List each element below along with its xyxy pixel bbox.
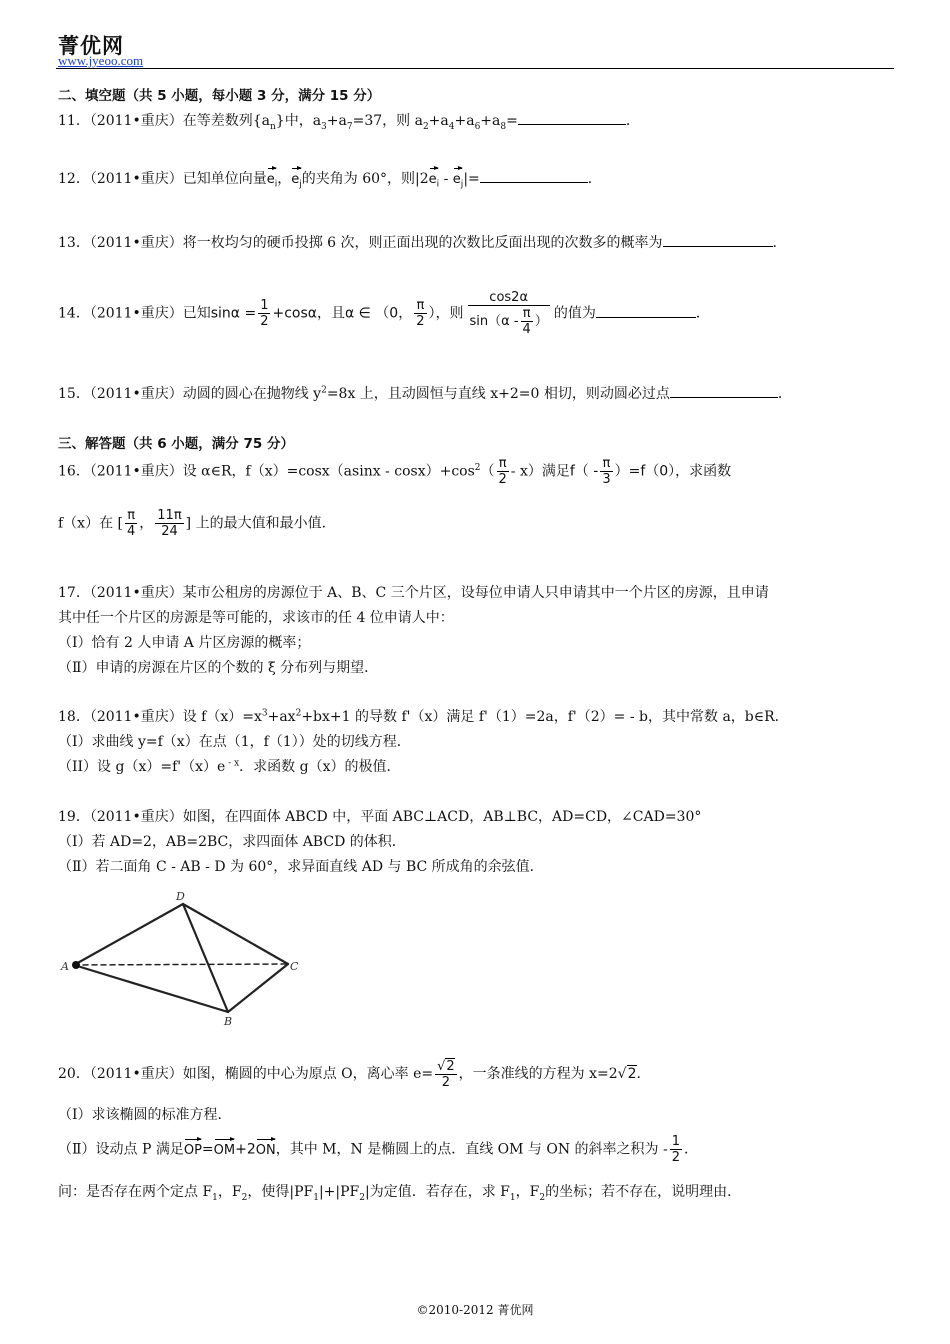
answer-blank[interactable] bbox=[670, 385, 778, 398]
edge-dc bbox=[183, 904, 288, 964]
section-fill-heading: 二、填空题（共 5 小题，每小题 3 分，满分 15 分） bbox=[58, 88, 381, 104]
label-b: B bbox=[224, 1015, 233, 1028]
question-11: 11．（2011•重庆）在等差数列$\{a_n\}$中，$a_3+a_7=37$，则 $a_2+a_4+a_6+a_8=$ ． bbox=[58, 113, 640, 132]
question-17-part-2: （Ⅱ）申请的房源在片区的个数的 ξ 分布列与期望． bbox=[58, 660, 379, 676]
question-18-part-1: （I）求曲线 y=f（x）在点（1，f（1））处的切线方程． bbox=[58, 734, 411, 750]
answer-blank[interactable] bbox=[518, 112, 626, 125]
answer-blank[interactable] bbox=[480, 170, 588, 183]
question-20-part-2: （Ⅱ）设动点 P 满足OP=OM+2ON，其中 M，N 是椭圆上的点．直线 OM 与 ON 的斜率之积为 - $\frac{1}{2}$ ． bbox=[58, 1134, 699, 1165]
edge-db bbox=[183, 904, 228, 1012]
edge-bc bbox=[228, 964, 288, 1012]
question-12: 12．（2011•重庆）已知单位向量$e_i$，$e_j$的夹角为 60°，则$|2e_i - e_j|=$ ． bbox=[58, 166, 602, 190]
question-17-line-2: 其中任一个片区的房源是等可能的，求该市的任 4 位申请人中： bbox=[58, 610, 454, 626]
question-18-line-1: 18．（2011•重庆）设 $f(x)=x^3+ax^2+bx+1$ 的导数 f'（x）满足 f'（1）=2a，f'（2）= - b，其中常数 a，b∈R． bbox=[58, 708, 789, 725]
answer-blank[interactable] bbox=[663, 234, 773, 247]
edge-ab bbox=[74, 965, 228, 1012]
edge-ac-hidden bbox=[74, 964, 288, 965]
question-17-part-1: （Ⅰ）恰有 2 人申请 A 片区房源的概率； bbox=[58, 635, 311, 651]
question-16-line-1: 16．（2011•重庆）设 α∈R，$f(x)=\cos x(asinx - \cos x)+\cos^2$（ $\frac{\pi}{2}$ - x）满足f（ - $\frac{\pi}{3}$ ）=f（0），求函数 bbox=[58, 456, 732, 487]
question-16-line-2: f（x）在 [ $\frac{\pi}{4}$ ， $\frac{11\pi}{24}$ ] 上的最大值和最小值． bbox=[58, 508, 336, 539]
vertex-a-dot bbox=[72, 961, 80, 969]
question-18-part-2: （II）设 g（x）=f'（x）e $^{- x}$．求函数 g（x）的极值． bbox=[58, 758, 401, 775]
footer-copyright: ©2010-2012 菁优网 bbox=[416, 1303, 534, 1317]
question-19-part-2: （Ⅱ）若二面角 C - AB - D 为 60°，求异面直线 AD 与 BC 所成角的余弦值． bbox=[58, 859, 544, 875]
question-14: 14．（2011•重庆）已知sinα = $\frac{1}{2}$ +cosα，且α ∈ （0， $\frac{\pi}{2}$ ），则 cos2α sin（α - $\frac{\pi}{4}$ ） 的值为 ． bbox=[58, 290, 710, 337]
answer-blank[interactable] bbox=[596, 305, 696, 318]
site-url-link[interactable]: www.jyeoo.com bbox=[58, 53, 144, 68]
question-19-part-1: （Ⅰ）若 AD=2，AB=2BC，求四面体 ABCD 的体积． bbox=[58, 834, 406, 850]
question-20-part-3: 问：是否存在两个定点 $F_1$，$F_2$，使得$|PF_1|+|PF_2|$为定值．若存在，求 $F_1$，$F_2$的坐标；若不存在，说明理由． bbox=[58, 1184, 742, 1203]
question-17-line-1: 17．（2011•重庆）某市公租房的房源位于 A、B、C 三个片区，设每位申请人只申请其中一个片区的房源，且申请 bbox=[58, 585, 769, 601]
section-solve-heading: 三、解答题（共 6 小题，满分 75 分） bbox=[58, 436, 294, 452]
site-logo: 菁优网 bbox=[58, 34, 124, 58]
question-19-line-1: 19．（2011•重庆）如图，在四面体 ABCD 中，平面 ABC⊥ACD，AB⊥BC，AD=CD，∠CAD=30° bbox=[58, 809, 702, 825]
edge-ad bbox=[74, 904, 183, 965]
header-divider bbox=[56, 68, 894, 69]
question-20-part-1: （Ⅰ）求该椭圆的标准方程． bbox=[58, 1107, 232, 1123]
label-d: D bbox=[176, 890, 185, 903]
label-a: A bbox=[61, 960, 69, 973]
question-13: 13．（2011•重庆）将一枚均匀的硬币投掷 6 次，则正面出现的次数比反面出现的次数多的概率为 ． bbox=[58, 235, 787, 251]
question-20-line-1: 20．（2011•重庆）如图，椭圆的中心为原点 O，离心率 e= $\frac{√2}{2}$ ，一条准线的方程为 x=2√2． bbox=[58, 1059, 651, 1090]
question-15: 15．（2011•重庆）动圆的圆心在抛物线 $y^2=8x$ 上，且动圆恒与直线 x+2=0 相切，则动圆必过点 ． bbox=[58, 385, 792, 402]
label-c: C bbox=[290, 960, 299, 973]
tetrahedron-figure bbox=[58, 882, 308, 1032]
